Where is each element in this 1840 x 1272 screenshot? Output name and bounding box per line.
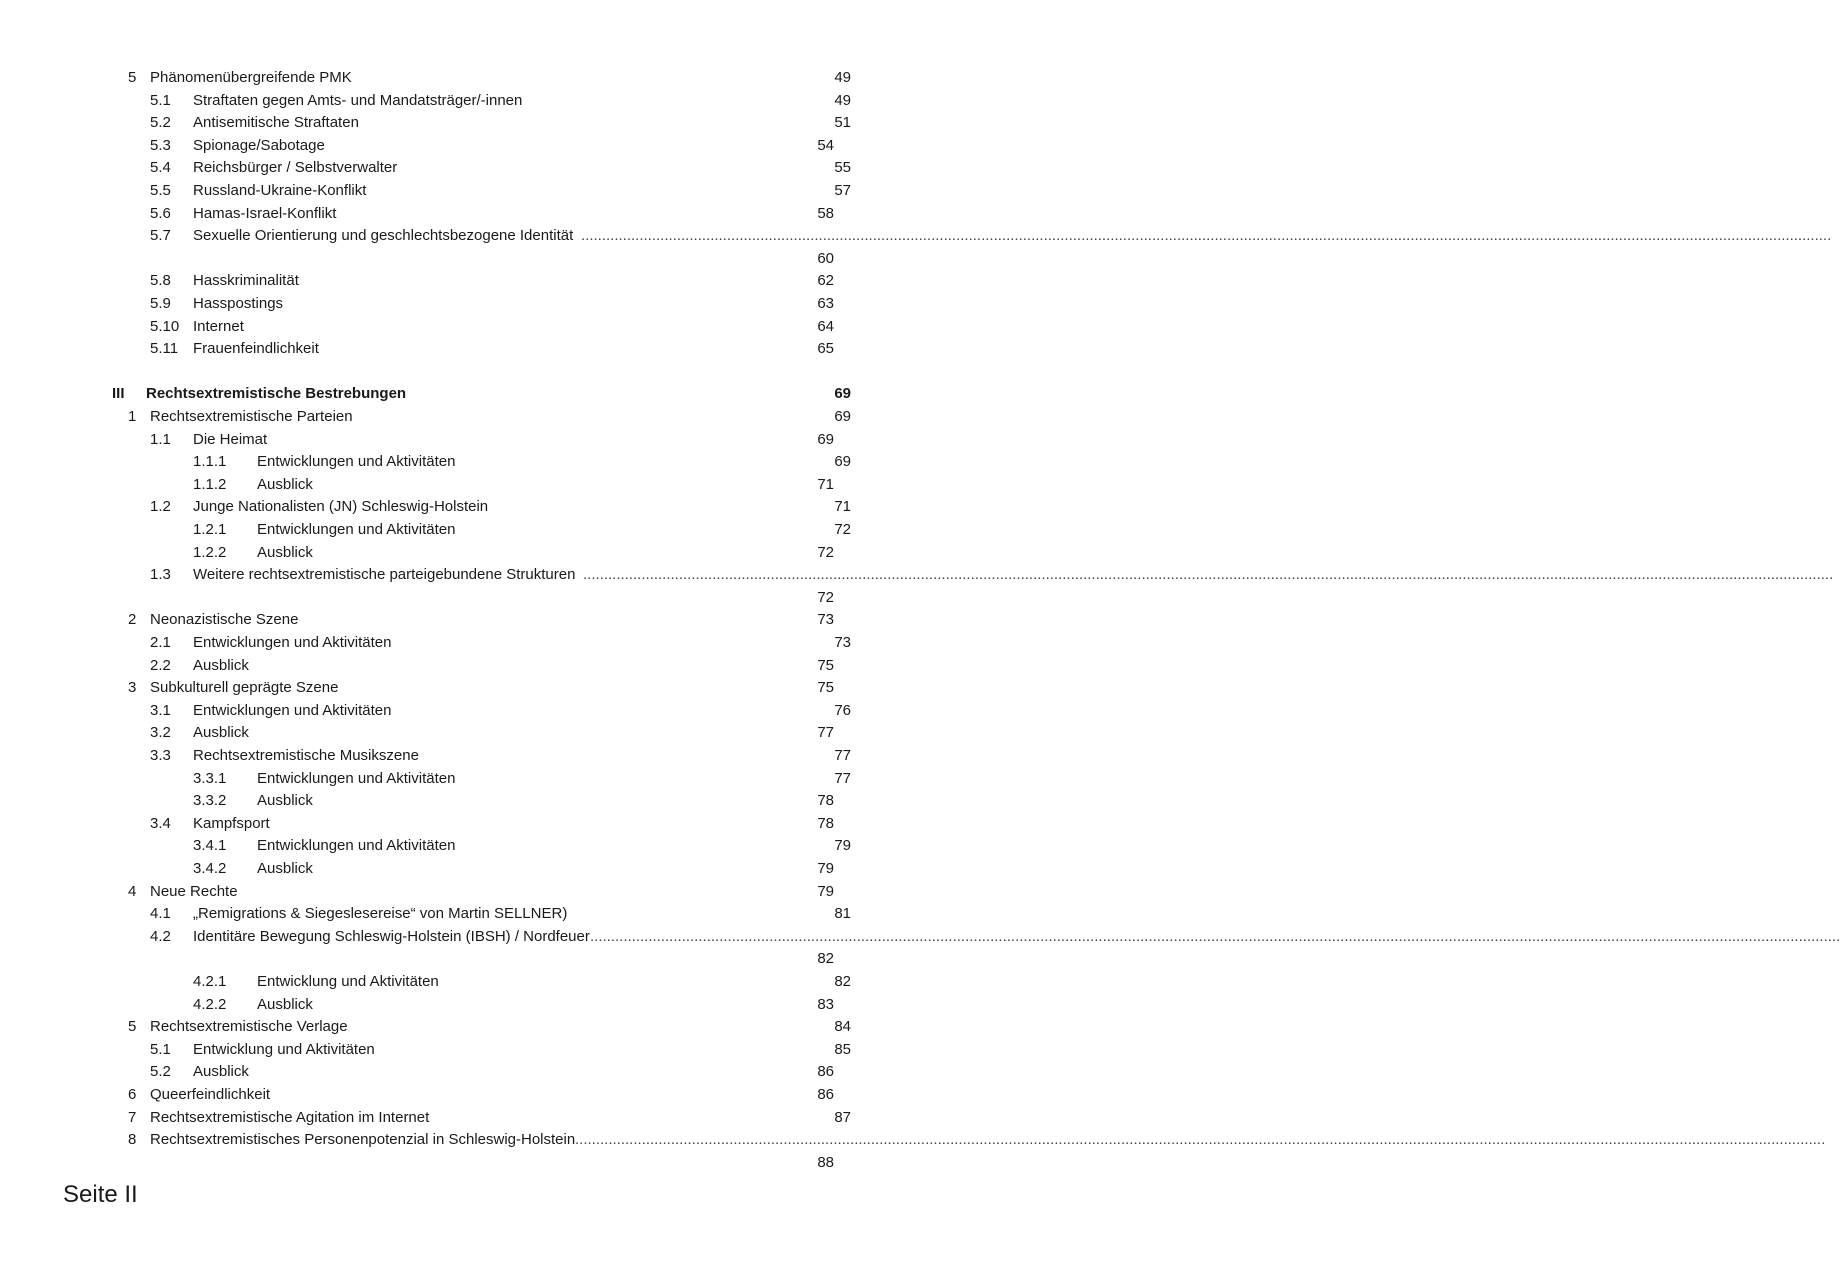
toc-entry-title: Identitäre Bewegung Schleswig-Holstein (IBSH) / Nordfeuer: [193, 927, 590, 945]
toc-entry-title: Subkulturell geprägte Szene: [150, 679, 339, 697]
toc-leader-dots: ............................................................................................................................................................................................................................................................................................................: [581, 227, 1832, 245]
toc-entry-title: Russland-Ukraine-Konflikt: [193, 182, 367, 199]
toc-entry-page: 49: [834, 69, 851, 86]
toc-entry-title: Rechtsextremistische Agitation im Internet: [150, 1108, 430, 1126]
toc-entry-page: 69: [817, 430, 834, 448]
toc-entry-title: Neue Rechte: [150, 882, 238, 900]
toc-entry[interactable]: [0, 971, 900, 993]
toc-entry-title: Ausblick: [257, 475, 313, 493]
toc-entry-number: 1: [128, 408, 137, 425]
toc-entry[interactable]: [0, 67, 900, 89]
toc-entry-number: 3.3.1: [193, 769, 227, 787]
toc-entry-title: Die Heimat: [193, 430, 268, 448]
toc-entry[interactable]: [0, 790, 900, 812]
toc-entry-title: Ausblick: [257, 995, 313, 1013]
toc-entry-page: 82: [834, 973, 851, 990]
toc-entry-title: Hasspostings: [193, 295, 284, 312]
toc-entry-number: 3.4.2: [193, 860, 227, 877]
toc-entry[interactable]: [0, 338, 900, 360]
toc-entry-page: 79: [817, 860, 834, 877]
toc-entry-number: 1.2.1: [193, 521, 227, 538]
toc-entry-number: 5.3: [150, 136, 171, 154]
toc-entry[interactable]: [0, 270, 900, 292]
toc-entry[interactable]: [0, 1129, 1826, 1151]
toc-entry-number: 5: [128, 69, 137, 86]
toc-entry-number: 8: [128, 1131, 137, 1149]
toc-entry-number: 5.11: [150, 340, 179, 358]
toc-leader-dots: ............................................................................................................................................................................................................................................................................................................: [583, 566, 1834, 584]
toc-entry-page: 72: [817, 588, 834, 606]
toc-entry[interactable]: [0, 406, 900, 428]
toc-entry-number: 2.2: [150, 656, 171, 674]
toc-entry-number: 5.7: [150, 227, 171, 245]
toc-entry[interactable]: [0, 542, 900, 564]
toc-entry[interactable]: [0, 858, 900, 880]
toc-entry-number: 5.5: [150, 182, 171, 199]
toc-entry[interactable]: [0, 429, 900, 451]
toc-entry-page: 81: [834, 905, 851, 923]
toc-entry[interactable]: [0, 451, 900, 473]
toc-entry[interactable]: [0, 135, 900, 157]
toc-entry-title: Entwicklung und Aktivitäten: [257, 973, 439, 990]
toc-leader-dots: ............................................................................................................................................................................................................................................................................................................: [575, 1131, 1826, 1149]
toc-entry-number: 1.3: [150, 566, 171, 584]
toc-entry-number: 5.6: [150, 204, 171, 222]
toc-entry-page: 69: [834, 453, 851, 471]
toc-entry[interactable]: [0, 180, 900, 202]
toc-entry-number: 3.3.2: [193, 792, 227, 810]
toc-entry[interactable]: [0, 835, 900, 857]
toc-entry[interactable]: [0, 1107, 900, 1129]
toc-entry[interactable]: [0, 474, 900, 496]
toc-entry-number: 5.9: [150, 295, 171, 312]
toc-entry-title: Rechtsextremistische Parteien: [150, 408, 353, 425]
toc-entry[interactable]: [0, 722, 900, 744]
toc-entry-page: 78: [817, 814, 834, 832]
toc-entry[interactable]: [0, 768, 900, 790]
toc-entry-page: 79: [817, 882, 834, 900]
toc-entry-page: 58: [817, 204, 834, 222]
toc-entry[interactable]: [0, 881, 900, 903]
toc-entry-number: 3: [128, 679, 137, 697]
toc-entry-number: 1.2: [150, 498, 171, 516]
toc-entry-number: 4: [128, 882, 137, 900]
toc-entry-page-line: [0, 1152, 900, 1174]
toc-entry-page: 84: [834, 1018, 851, 1036]
toc-entry-title: Ausblick: [257, 792, 313, 810]
page-footer: Seite II: [63, 1181, 138, 1208]
toc-entry-title: Neonazistische Szene: [150, 611, 299, 629]
toc-entry-page: 73: [817, 611, 834, 629]
toc-entry-page: 77: [834, 747, 851, 764]
toc-entry-title: Hamas-Israel-Konflikt: [193, 204, 337, 222]
toc-entry-page: 65: [817, 340, 834, 358]
toc-entry-page: 86: [817, 1086, 834, 1103]
toc-entry-number: 4.2.2: [193, 995, 227, 1013]
toc-entry-page: 63: [817, 295, 834, 312]
toc-entry-title: Entwicklungen und Aktivitäten: [193, 701, 392, 719]
toc-entry-page: 49: [834, 91, 851, 109]
toc-entry-number: 1.1.1: [193, 453, 227, 471]
toc-entry-page-line: [0, 587, 900, 609]
toc-entry-number: 3.3: [150, 747, 171, 764]
toc-entry-page: 54: [817, 136, 834, 154]
toc-entry-title: Weitere rechtsextremistische parteigebundene Strukturen: [193, 566, 576, 584]
toc-entry-title: Straftaten gegen Amts- und Mandatsträger/-innen: [193, 91, 523, 109]
toc-entry[interactable]: [0, 203, 900, 225]
toc-entry-title: Ausblick: [257, 860, 313, 877]
toc-entry-number: 5: [128, 1018, 137, 1036]
toc-entry-title: Rechtsextremistische Verlage: [150, 1018, 348, 1036]
toc-entry[interactable]: [0, 745, 900, 767]
toc-entry-number: 5.2: [150, 1063, 171, 1081]
toc-entry-title: Queerfeindlichkeit: [150, 1086, 271, 1103]
toc-entry-title: Frauenfeindlichkeit: [193, 340, 319, 358]
toc-entry[interactable]: [0, 1084, 900, 1106]
toc-entry-page: 85: [834, 1040, 851, 1058]
toc-entry-page: 64: [817, 317, 834, 335]
toc-entry[interactable]: [0, 1061, 900, 1083]
toc-entry-page: 87: [834, 1108, 851, 1126]
toc-entry-page: 71: [817, 475, 834, 493]
toc-entry-title: Entwicklungen und Aktivitäten: [257, 837, 456, 855]
toc-entry-number: 2: [128, 611, 137, 629]
toc-entry[interactable]: [0, 112, 900, 134]
toc-entry-title: Internet: [193, 317, 244, 335]
toc-entry[interactable]: [0, 1016, 900, 1038]
toc-entry-number: 4.2.1: [193, 973, 227, 990]
toc-entry-title: Entwicklungen und Aktivitäten: [257, 521, 456, 538]
toc-entry-title: Rechtsextremistisches Personenpotenzial in Schleswig-Holstein: [150, 1131, 576, 1149]
toc-entry[interactable]: [0, 564, 1834, 586]
toc-entry-number: 1.1: [150, 430, 171, 448]
toc-entry-page: 60: [817, 249, 834, 267]
toc-entry-title: Ausblick: [193, 724, 249, 742]
toc-entry[interactable]: [0, 677, 900, 699]
toc-entry-title: Ausblick: [257, 543, 313, 561]
toc-entry-title: Entwicklungen und Aktivitäten: [193, 634, 392, 651]
toc-entry-page: 88: [817, 1153, 834, 1171]
toc-entry-page: 77: [817, 724, 834, 742]
toc-entry[interactable]: [0, 926, 1840, 948]
toc-entry-title: Ausblick: [193, 1063, 249, 1081]
toc-entry-page: 62: [817, 272, 834, 290]
toc-entry-number: 5.8: [150, 272, 171, 290]
toc-entry-title: „Remigrations & Siegeslesereise“ von Martin SELLNER): [193, 905, 568, 923]
toc-entry-page-line: [0, 948, 900, 970]
toc-entry-title: Kampfsport: [193, 814, 270, 832]
toc-entry-number: 1.1.2: [193, 475, 227, 493]
toc-entry-page: 79: [834, 837, 851, 855]
toc-entry-page: 72: [834, 521, 851, 538]
toc-entry[interactable]: [0, 700, 900, 722]
toc-entry-number: 3.4: [150, 814, 171, 832]
toc-entry-number: 3.2: [150, 724, 171, 742]
toc-entry-page: 69: [834, 408, 851, 425]
toc-entry-number: 6: [128, 1086, 137, 1103]
toc-entry-page: 83: [817, 995, 834, 1013]
toc-entry-page: 72: [817, 543, 834, 561]
toc-entry-page: 75: [817, 679, 834, 697]
toc-entry-number: 5.1: [150, 91, 171, 109]
toc-entry-page: 57: [834, 182, 851, 199]
toc-entry-number: III: [112, 385, 125, 403]
toc-entry-page: 71: [834, 498, 851, 516]
toc-entry-title: Spionage/Sabotage: [193, 136, 325, 154]
toc-entry-number: 4.2: [150, 927, 171, 945]
toc-entry-page: 78: [817, 792, 834, 810]
toc-entry-number: 3.1: [150, 701, 171, 719]
toc-entry-number: 5.4: [150, 159, 171, 177]
toc-entry[interactable]: [0, 316, 900, 338]
toc-entry-number: 7: [128, 1108, 137, 1126]
toc-entry[interactable]: [0, 225, 1832, 247]
toc-entry-number: 1.2.2: [193, 543, 227, 561]
toc-entry-title: Rechtsextremistische Bestrebungen: [146, 385, 407, 403]
toc-entry-number: 5.10: [150, 317, 180, 335]
toc-entry[interactable]: [0, 496, 900, 518]
toc-entry-title: Entwicklungen und Aktivitäten: [257, 453, 456, 471]
toc-entry-page: 86: [817, 1063, 834, 1081]
toc-entry[interactable]: [0, 519, 900, 541]
toc-entry-page: 75: [817, 656, 834, 674]
toc-entry-page: 69: [834, 385, 851, 403]
toc-leader-dots: ............................................................................................................................................................................................................................................................................................................: [590, 927, 1840, 945]
toc-entry-page: 55: [834, 159, 851, 177]
toc-entry[interactable]: [0, 903, 900, 925]
toc-entry-page: 73: [834, 634, 851, 651]
toc-entry-page-line: [0, 248, 900, 270]
toc-entry-page: 76: [834, 701, 851, 719]
toc-entry-title: Sexuelle Orientierung und geschlechtsbezogene Identität: [193, 227, 574, 245]
toc-entry-page: 77: [834, 769, 851, 787]
toc-entry-title: Entwicklungen und Aktivitäten: [257, 769, 456, 787]
toc-entry-title: Rechtsextremistische Musikszene: [193, 747, 419, 764]
toc-entry-number: 4.1: [150, 905, 171, 923]
toc-entry[interactable]: [0, 655, 900, 677]
toc-entry-title: Antisemitische Straftaten: [193, 114, 359, 132]
toc-entry-title: Reichsbürger / Selbstverwalter: [193, 159, 398, 177]
toc-entry[interactable]: [0, 1039, 900, 1061]
toc-entry-title: Phänomenübergreifende PMK: [150, 69, 352, 86]
toc-entry-title: Junge Nationalisten (JN) Schleswig-Holstein: [193, 498, 489, 516]
toc-entry-title: Ausblick: [193, 656, 249, 674]
toc-entry-page: 82: [817, 950, 834, 968]
toc-entry[interactable]: [0, 293, 900, 315]
toc-entry-number: 5.1: [150, 1040, 171, 1058]
toc-entry[interactable]: [0, 609, 900, 631]
toc-entry[interactable]: [0, 994, 900, 1016]
toc-entry[interactable]: [0, 157, 900, 179]
toc-entry[interactable]: [0, 813, 900, 835]
toc-entry[interactable]: [0, 632, 900, 654]
toc-entry-number: 5.2: [150, 114, 171, 132]
toc-entry[interactable]: [0, 90, 900, 112]
toc-entry[interactable]: [0, 383, 900, 405]
toc-entry-title: Entwicklung und Aktivitäten: [193, 1040, 375, 1058]
toc-entry-number: 3.4.1: [193, 837, 227, 855]
toc-entry-number: 2.1: [150, 634, 171, 651]
toc-entry-page: 51: [834, 114, 851, 132]
toc-entry-title: Hasskriminalität: [193, 272, 299, 290]
